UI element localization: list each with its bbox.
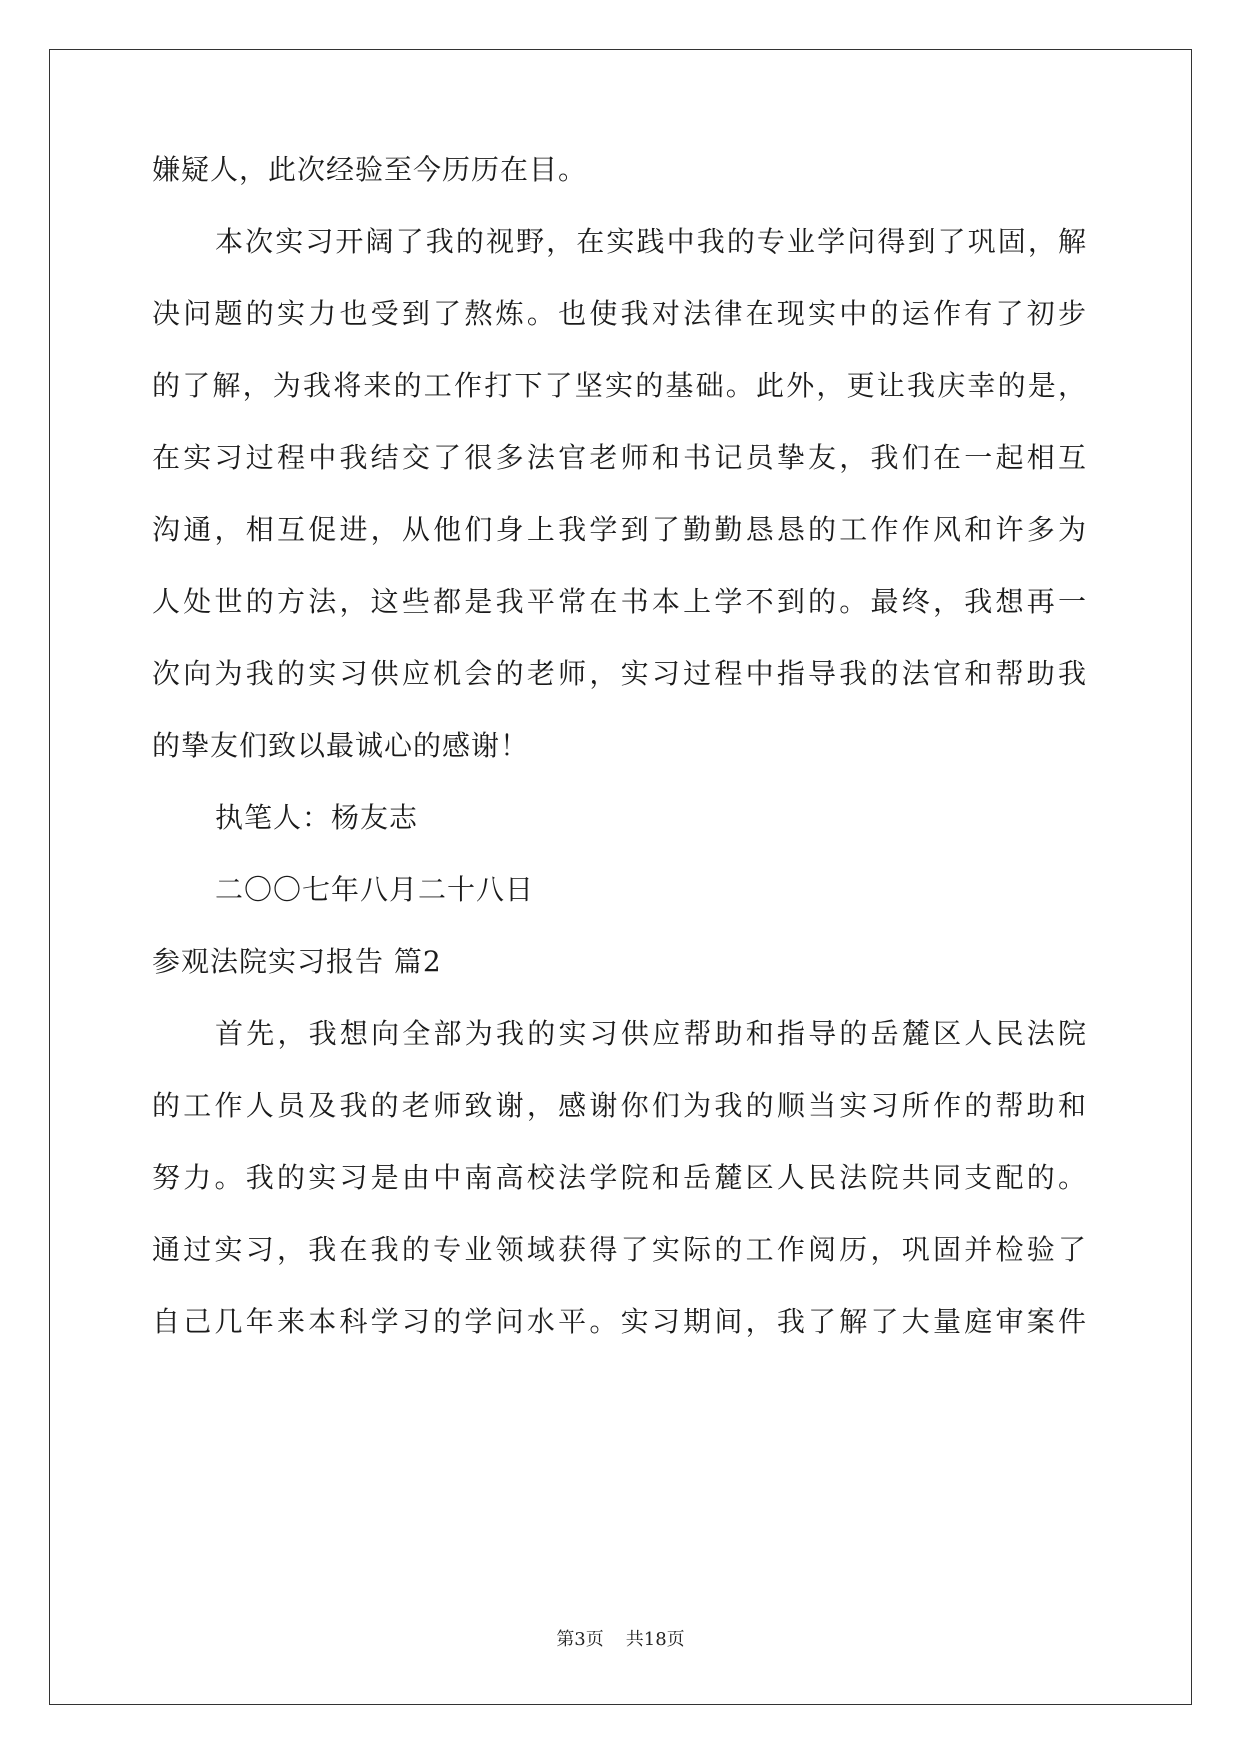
text-line-7: 人处世的方法，这些都是我平常在书本上学不到的。最终，我想再一 xyxy=(152,585,1086,618)
text-line-15: 努力。我的实习是由中南高校法学院和岳麓区人民法院共同支配的。 xyxy=(152,1161,1086,1194)
text-line-4: 的了解，为我将来的工作打下了坚实的基础。此外，更让我庆幸的是， xyxy=(152,369,1086,402)
text-line-8: 次向为我的实习供应机会的老师，实习过程中指导我的法官和帮助我 xyxy=(152,657,1086,690)
text-line-13: 首先，我想向全部为我的实习供应帮助和指导的岳麓区人民法院 xyxy=(215,1017,1086,1050)
text-line-1: 嫌疑人，此次经验至今历历在目。 xyxy=(152,153,588,186)
section-heading: 参观法院实习报告 篇2 xyxy=(152,945,442,978)
page-footer xyxy=(0,1628,1241,1652)
text-line-17: 自己几年来本科学习的学问水平。实习期间，我了解了大量庭审案件 xyxy=(152,1305,1086,1338)
date-line: 二〇〇七年八月二十八日 xyxy=(215,873,535,906)
text-line-9: 的挚友们致以最诚心的感谢！ xyxy=(152,729,530,762)
text-line-14: 的工作人员及我的老师致谢，感谢你们为我的顺当实习所作的帮助和 xyxy=(152,1089,1086,1122)
text-line-2: 本次实习开阔了我的视野，在实践中我的专业学问得到了巩固，解 xyxy=(215,225,1086,258)
text-line-16: 通过实习，我在我的专业领域获得了实际的工作阅历，巩固并检验了 xyxy=(152,1233,1086,1266)
page-total: 共18页 xyxy=(625,1629,685,1650)
page-number: 第3页 xyxy=(556,1629,604,1650)
text-line-3: 决问题的实力也受到了熬炼。也使我对法律在现实中的运作有了初步 xyxy=(152,297,1086,330)
author-line: 执笔人：杨友志 xyxy=(215,801,419,834)
text-line-6: 沟通，相互促进，从他们身上我学到了勤勤恳恳的工作作风和许多为 xyxy=(152,513,1086,546)
text-line-5: 在实习过程中我结交了很多法官老师和书记员挚友，我们在一起相互 xyxy=(152,441,1086,474)
